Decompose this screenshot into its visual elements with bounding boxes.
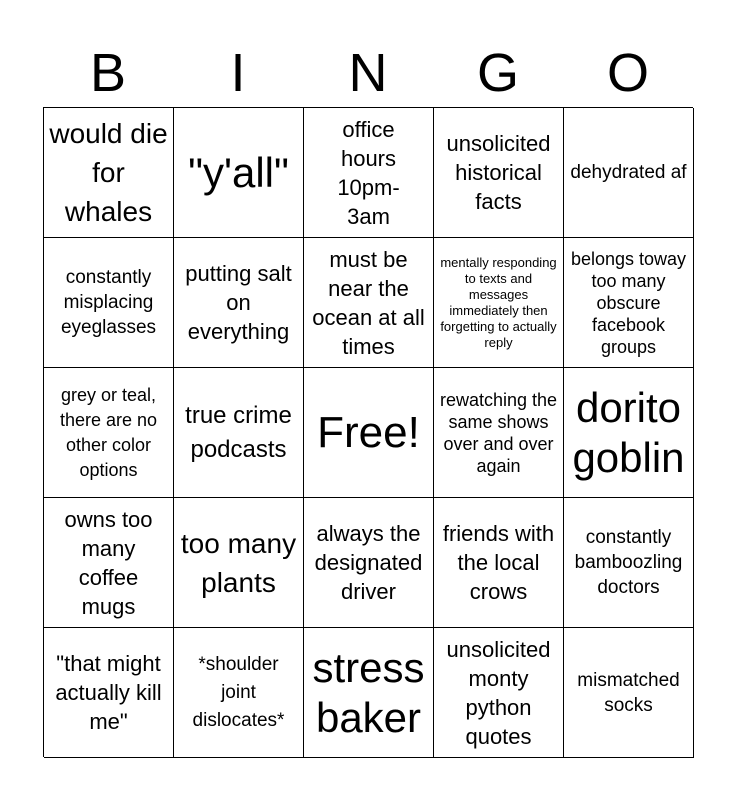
bingo-cell-text: too many plants: [180, 527, 297, 598]
bingo-cell-text: true crime podcasts: [185, 401, 292, 463]
bingo-cell-r1-c4[interactable]: [434, 108, 564, 238]
bingo-cell-r2-c1[interactable]: [44, 238, 174, 368]
bingo-cell-text: "y'all": [188, 148, 289, 196]
bingo-cell-r3-c4[interactable]: [434, 368, 564, 498]
bingo-cell-text: "that might actually kill me": [55, 651, 162, 734]
bingo-cell-r2-c4[interactable]: [434, 238, 564, 368]
bingo-cell-text: mismatched socks: [577, 669, 680, 716]
bingo-cell-r5-c5[interactable]: [564, 628, 694, 758]
bingo-cell-text: grey or teal, there are no other color options: [59, 384, 158, 480]
bingo-cell-text: putting salt on everything: [185, 261, 292, 344]
bingo-cell-text: constantly misplacing eyeglasses: [60, 267, 157, 338]
bingo-cell-r4-c5[interactable]: [564, 498, 694, 628]
bingo-cell-r4-c4[interactable]: [434, 498, 564, 628]
header-letter-o: O: [606, 43, 649, 103]
bingo-header: [43, 40, 693, 106]
bingo-cell-text: office hours 10pm-3am: [337, 116, 400, 229]
bingo-cell-r4-c1[interactable]: [44, 498, 174, 628]
header-letter-n: N: [348, 43, 388, 103]
bingo-cell-r3-c1[interactable]: [44, 368, 174, 498]
header-letter-i: I: [230, 43, 246, 103]
bingo-cell-r4-c3[interactable]: [304, 498, 434, 628]
bingo-cell-r5-c3[interactable]: [304, 628, 434, 758]
bingo-cell-text: always the designated driver: [314, 521, 423, 604]
bingo-cell-r2-c5[interactable]: [564, 238, 694, 368]
bingo-cell-text: constantly bamboozling doctors: [574, 527, 683, 598]
bingo-cell-r1-c5[interactable]: [564, 108, 694, 238]
bingo-cell-r5-c1[interactable]: [44, 628, 174, 758]
bingo-card-grid: [43, 107, 693, 757]
bingo-cell-text: stress baker: [312, 643, 425, 741]
bingo-cell-text: dehydrated af: [570, 162, 687, 183]
bingo-cell-text: rewatching the same shows over and over again: [439, 389, 558, 476]
bingo-cell-text: must be near the ocean at all times: [312, 246, 425, 359]
bingo-cell-text: mentally responding to texts and messages immediately then forgetting to actually reply: [440, 254, 557, 350]
bingo-cell-text: belongs toway too many obscure facebook groups: [570, 248, 687, 357]
bingo-cell-text: unsolicited monty python quotes: [446, 636, 551, 749]
bingo-cell-r2-c3[interactable]: [304, 238, 434, 368]
bingo-cell-r2-c2[interactable]: [174, 238, 304, 368]
bingo-cell-r3-c3[interactable]: [304, 368, 434, 498]
bingo-cell-r4-c2[interactable]: [174, 498, 304, 628]
bingo-cell-r5-c4[interactable]: [434, 628, 564, 758]
bingo-cell-text: friends with the local crows: [442, 521, 555, 604]
bingo-cell-text: Free!: [317, 407, 420, 457]
header-letter-g: G: [476, 43, 519, 103]
bingo-cell-r1-c3[interactable]: [304, 108, 434, 238]
bingo-cell-text: would die for whales: [49, 118, 168, 227]
header-letter-b: B: [89, 43, 127, 103]
bingo-cell-text: owns too many coffee mugs: [64, 506, 153, 619]
bingo-cell-text: dorito goblin: [572, 383, 685, 481]
bingo-cell-r1-c1[interactable]: [44, 108, 174, 238]
bingo-cell-r5-c2[interactable]: [174, 628, 304, 758]
bingo-cell-r1-c2[interactable]: [174, 108, 304, 238]
bingo-cell-text: *shoulder joint dislocates*: [192, 653, 285, 731]
bingo-cell-r3-c2[interactable]: [174, 368, 304, 498]
bingo-cell-r3-c5[interactable]: [564, 368, 694, 498]
bingo-cell-text: unsolicited historical facts: [446, 131, 551, 214]
